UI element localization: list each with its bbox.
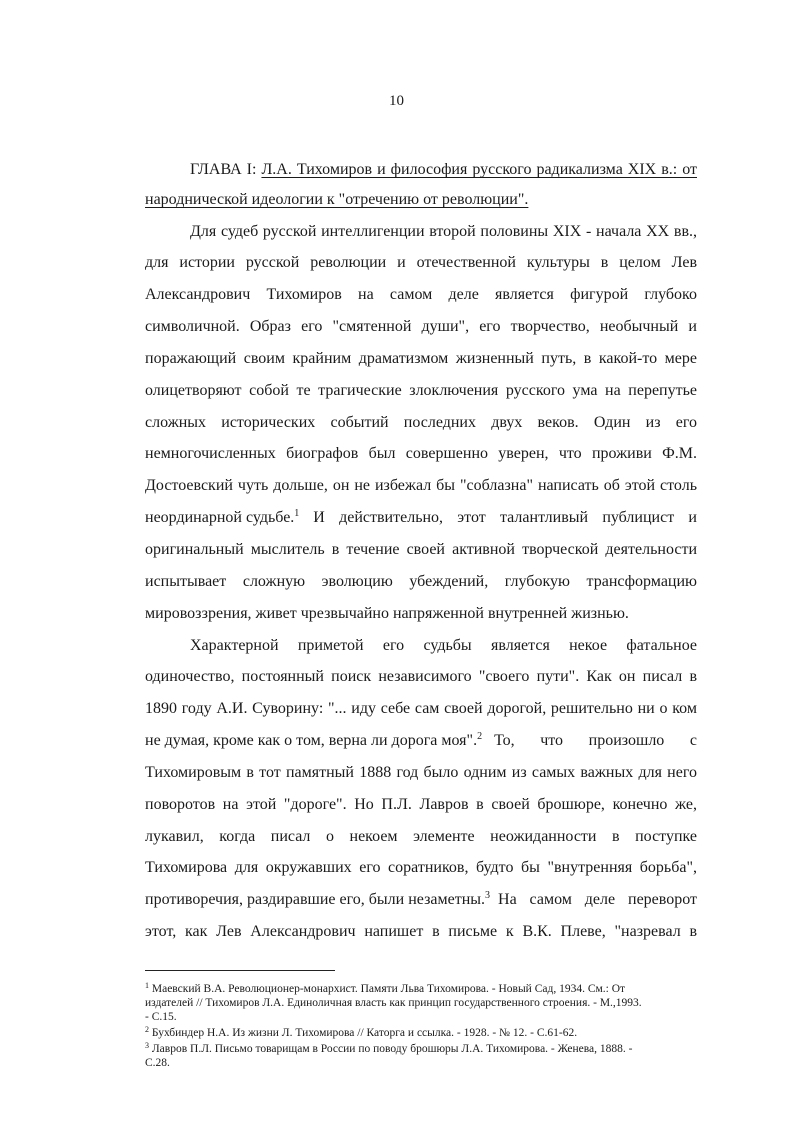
body-line: для истории русской революции и отечественной культуры в целом Лев	[145, 254, 697, 271]
body-text: И действительно, этот талантливый публицист и	[313, 509, 697, 526]
footnote-ref: 3	[485, 890, 491, 901]
footnote-line: С.28.	[145, 1057, 170, 1069]
body-line: Тихомирова для окружавших его соратников, будто бы "внутренняя борьба",	[145, 859, 697, 876]
footnote-line: издателей // Тихомиров Л.А. Единоличная власть как принцип государственного строения. - М.,1993.	[145, 997, 642, 1009]
body-line-with-footnote	[145, 890, 697, 910]
body-text: не думая, кроме как о том, верна ли дорога моя".$^2$	[145, 731, 483, 749]
footnote-ref: 2	[477, 731, 483, 742]
body-line: Характерной приметой его судьбы является некое фатальное	[190, 637, 697, 654]
footnote-marker: 3	[145, 1041, 149, 1050]
footnote-marker: 2	[145, 1025, 149, 1034]
body-line: этот, как Лев Александрович напишет в письме к В.К. Плеве, "назревал в	[145, 923, 697, 940]
body-line: Тихомировым в тот памятный 1888 год было одним из самых важных для него	[145, 764, 697, 781]
chapter-label: ГЛАВА I:	[190, 161, 262, 178]
body-text: противоречия, раздиравшие его, были незаметны.$^3$	[145, 890, 491, 908]
chapter-title-part-2: народнической идеологии к "отречению от революции".	[145, 191, 529, 208]
body-line: оригинальный мыслитель в течение своей активной творческой деятельности	[145, 541, 697, 558]
footnote-separator	[145, 970, 335, 971]
footnote-line: $^3$ Лавров П.Л. Письмо товарищам в России по поводу брошюры Л.А. Тихомирова. - Женева, 1888. -	[145, 1041, 633, 1055]
body-line: поражающий своим крайним драматизмом жизненный путь, в какой-то мере	[145, 350, 697, 367]
body-text: То, что произошло с	[494, 732, 697, 749]
footnote-line: $^2$ Бухбиндер Н.А. Из жизни Л. Тихомирова // Каторга и ссылка. - 1928. - № 12. - С.61-62.	[145, 1025, 578, 1039]
body-text: неординарной судьбе.$^1$	[145, 508, 300, 526]
chapter-title-part-1: Л.А. Тихомиров и философия русского радикализма XIX в.: от	[261, 161, 697, 178]
body-line: лукавил, когда писал о некоем элементе неожиданности в поступке	[145, 828, 697, 845]
body-text: На самом деле переворот	[498, 891, 697, 908]
body-line: мировоззрения, живет чрезвычайно напряженной внутренней жизнью.	[145, 605, 629, 622]
body-line: символичной. Образ его "смятенной души", его творчество, необычный и	[145, 318, 697, 335]
footnote-line: $^1$ Маевский В.А. Революционер-монархист. Памяти Льва Тихомирова. - Новый Сад, 1934. См.: От	[145, 981, 626, 995]
body-line: 1890 году А.И. Суворину: "... иду себе сам своей дорогой, решительно ни о ком	[145, 700, 697, 717]
footnote-ref: 1	[294, 508, 300, 519]
body-line-with-footnote	[145, 731, 697, 751]
body-line: испытывает сложную эволюцию убеждений, глубокую трансформацию	[145, 573, 697, 590]
footnote-marker: 1	[145, 981, 149, 990]
chapter-heading-line-2	[145, 190, 697, 210]
body-line-with-footnote	[145, 508, 697, 528]
body-line: Александрович Тихомиров на самом деле является фигурой глубоко	[145, 286, 697, 303]
body-line: Для судеб русской интеллигенции второй половины XIX - начала XX вв.,	[190, 223, 697, 240]
body-line: немногочисленных биографов был совершенно уверен, что проживи Ф.М.	[145, 445, 697, 462]
chapter-heading-line-1	[145, 160, 697, 180]
body-line: сложных исторических событий последних двух веков. Один из его	[145, 414, 697, 431]
body-line: Достоевский чуть дольше, он не избежал бы "соблазна" написать об этой столь	[145, 477, 697, 494]
body-line: одиночество, постоянный поиск независимого "своего пути". Как он писал в	[145, 668, 697, 685]
body-line: олицетворяют собой те трагические злоключения русского ума на перепутье	[145, 382, 697, 399]
page-number: 10	[389, 93, 404, 109]
body-line: поворотов на этой "дороге". Но П.Л. Лавров в своей брошюре, конечно же,	[145, 796, 697, 813]
footnote-line: - С.15.	[145, 1011, 177, 1023]
